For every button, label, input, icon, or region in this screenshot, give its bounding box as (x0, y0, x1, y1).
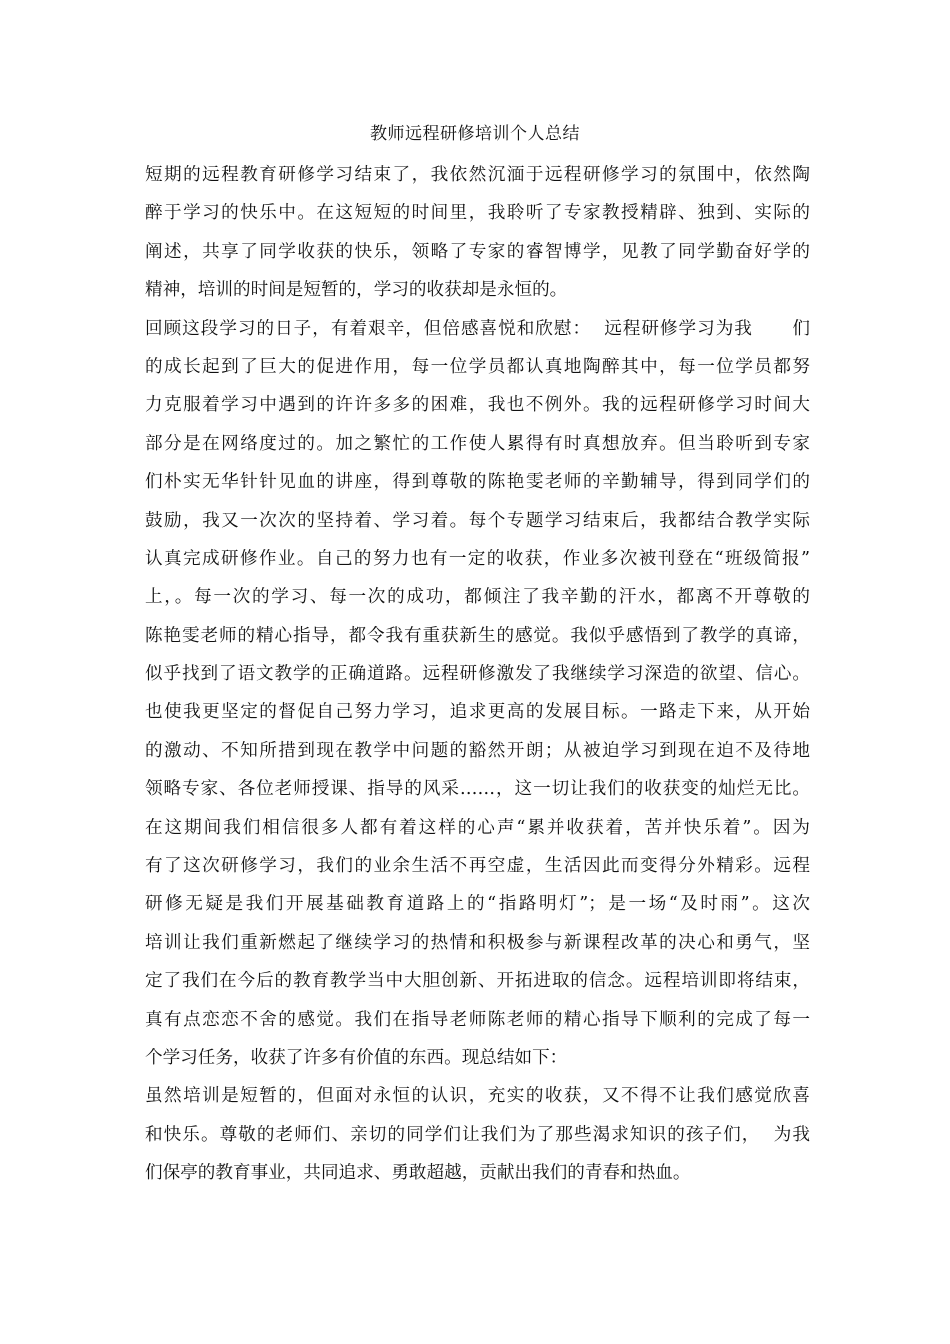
text-line: 似乎找到了语文教学的正确道路。远程研修激发了我继续学习深造的欲望、信心。 (145, 664, 810, 685)
document-title: 教师远程研修培训个人总结 (370, 124, 580, 144)
text-line: 回顾这段学习的日子，有着艰辛，但倍感喜悦和欣慰： 远程研修学习为我 们 (145, 318, 810, 339)
text-line: 陈艳雯老师的精心指导，都令我有重获新生的感觉。我似乎感悟到了教学的真谛， (145, 625, 810, 646)
text-line: 鼓励，我又一次次的坚持着、学习着。每个专题学习结束后，我都结合教学实际 (145, 510, 810, 531)
document-body (145, 156, 810, 1193)
text-line: 也使我更坚定的督促自己努力学习，追求更高的发展目标。一路走下来，从开始 (145, 702, 810, 723)
text-line: 个学习任务，收获了许多有价值的东西。现总结如下： (145, 1047, 568, 1068)
text-line: 醉于学习的快乐中。在这短短的时间里，我聆听了专家教授精辟、独到、实际的 (145, 203, 810, 224)
text-line: 短期的远程教育研修学习结束了，我依然沉湎于远程研修学习的氛围中，依然陶 (145, 165, 810, 185)
text-line: 培训让我们重新燃起了继续学习的热情和积极参与新课程改革的决心和勇气，坚 (145, 932, 810, 953)
text-line: 虽然培训是短暂的，但面对永恒的认识，充实的收获，又不得不让我们感觉欣喜 (145, 1086, 810, 1107)
text-line: 定了我们在今后的教育教学当中大胆创新、开拓进取的信念。远程培训即将结束， (145, 971, 810, 992)
text-line: 真有点恋恋不舍的感觉。我们在指导老师陈老师的精心指导下顺利的完成了每一 (145, 1009, 810, 1030)
text-line: 的激动、不知所措到现在教学中问题的豁然开朗；从被迫学习到现在迫不及待地 (145, 740, 810, 761)
text-line: 部分是在网络度过的。加之繁忙的工作使人累得有时真想放弃。但当聆听到专家 (145, 433, 810, 454)
text-line: 们朴实无华针针见血的讲座，得到尊敬的陈艳雯老师的辛勤辅导，得到同学们的 (145, 472, 810, 493)
text-line: 认真完成研修作业。自己的努力也有一定的收获，作业多次被刊登在“班级简报” (145, 548, 810, 569)
text-line: 力克服着学习中遇到的许许多多的困难，我也不例外。我的远程研修学习时间大 (145, 395, 810, 416)
text-line: 精神，培训的时间是短暂的，学习的收获却是永恒的。 (145, 280, 568, 301)
text-line: 在这期间我们相信很多人都有着这样的心声“累并收获着，苦并快乐着”。因为 (145, 817, 810, 838)
text-line: 和快乐。尊敬的老师们、亲切的同学们让我们为了那些渴求知识的孩子们， 为我 (145, 1124, 810, 1145)
text-line: 们保亭的教育事业，共同追求、勇敢超越，贡献出我们的青春和热血。 (145, 1163, 691, 1184)
text-line: 领略专家、各位老师授课、指导的风采……，这一切让我们的收获变的灿烂无比。 (145, 779, 810, 800)
text-line: 研修无疑是我们开展基础教育道路上的“指路明灯”；是一场“及时雨”。这次 (145, 894, 810, 915)
text-line: 阐述，共享了同学收获的快乐，领略了专家的睿智博学，见教了同学勤奋好学的 (145, 241, 810, 262)
text-line: 有了这次研修学习，我们的业余生活不再空虚，生活因此而变得分外精彩。远程 (145, 856, 810, 877)
text-line: 上，。每一次的学习、每一次的成功，都倾注了我辛勤的汗水，都离不开尊敬的 (145, 587, 810, 608)
text-line: 的成长起到了巨大的促进作用，每一位学员都认真地陶醉其中，每一位学员都努 (145, 356, 810, 377)
